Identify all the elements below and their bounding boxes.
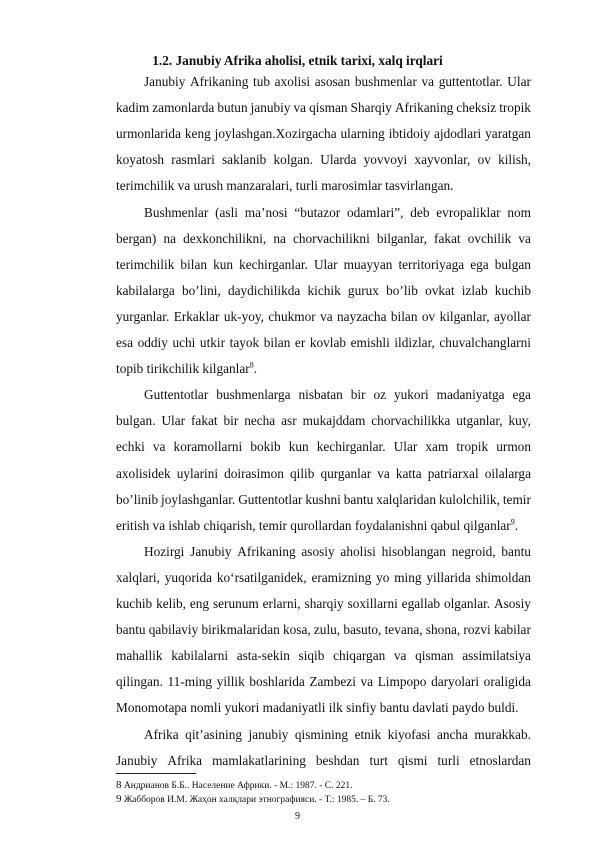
text-line: topib tirikchilik kilganlar$^8$. <box>116 360 258 377</box>
footnote-ref: 9 <box>510 517 515 527</box>
text-line: Monomotapa nomli yukori madaniyatli ilk sinfiy bantu davlati paydo buldi. <box>116 700 519 716</box>
text-line: bulgan. Ular fakat bir necha asr mukajddam chorvachilikka utganlar, kuy, <box>116 413 531 429</box>
text-line: bo’linib joylashganlar. Guttentotlar kushni bantu xalqlaridan kulolchilik, temir <box>116 491 531 507</box>
text-line: echki va koramollarni bokib kun kechirganlar. Ular xam tropik urmon <box>116 439 531 455</box>
text-line: Janubiy Afrika mamlakatlarining beshdan turt qismi turli etnoslardan <box>116 752 531 768</box>
footnote-9 <box>116 793 390 807</box>
footnote-text: Жабборов И.М. Жаҳон халқлари этнографияси. - Т.: 1985. – Б. 73. <box>123 794 390 805</box>
text-line: kadim zamonlarda butun janubiy va qisman Sharqiy Afrikaning cheksiz tropik <box>116 100 531 116</box>
text-line: urmonlarida keng joylashgan.Xozirgacha ularning ibtidoiy ajdodlari yaratgan <box>116 126 531 142</box>
section-title: 1.2. Janubiy Afrika aholisi, etnik tarixi, xalq irqlari <box>152 53 443 68</box>
text-line: Bushmenlar (asli ma’nosi “butazor odamlari”, deb evropaliklar nom <box>144 204 531 220</box>
page-number: 9 <box>295 810 300 822</box>
footnote-number: 9 <box>116 792 122 805</box>
text-line: terimchilik bilan kun kechirganlar. Ular muayyan territoriyaga ega bulgan <box>116 256 531 272</box>
footnote-text: Андрианов Б.Б.. Население Африки. - М.: 1987. - С. 221. <box>123 780 353 791</box>
text-line: qilingan. 11-ming yillik boshlarida Zambezi va Limpopo daryolari oraligida <box>116 674 531 690</box>
text-line: Afrika qit’asining janubiy qismining etnik kiyofasi ancha murakkab. <box>144 726 531 742</box>
text-line: eritish va ishlab chiqarish, temir qurollardan foydalanishni qabul qilganlar$^9$. <box>116 517 519 533</box>
text-line: Janubiy Afrikaning tub axolisi asosan bushmenlar va guttentotlar. Ular <box>144 74 531 89</box>
text-line: mahallik kabilalarni asta-sekin siqib chiqargan va qisman assimilatsiya <box>116 648 531 664</box>
text-line: bantu qabilaviy birikmalaridan kosa, zulu, basuto, tevana, shona, rozvi kabilar <box>116 622 531 638</box>
footnote-number: 8 <box>116 778 122 791</box>
text-line: Guttentotlar bushmenlarga nisbatan bir oz yukori madaniyatga ega <box>144 387 531 403</box>
text-line: esa oddiy uchi utkir tayok bilan er kovlab emishli ildizlar, chuvalchanglarni <box>116 335 531 350</box>
footnote-8 <box>116 779 352 793</box>
text-line: koyatosh rasmlari saklanib kolgan. Ularda yovvoyi xayvonlar, ov kilish, <box>116 152 531 168</box>
footnote-separator <box>116 773 196 774</box>
text-line: axolisidek uylarini doirasimon qilib qurganlar va katta patriarxal oilalarga <box>116 465 531 481</box>
text-line: Hozirgi Janubiy Afrikaning asosiy aholisi hisoblangan negroid, bantu <box>144 543 531 559</box>
footnote-ref: 8 <box>249 360 254 370</box>
text-line: xalqlari, yuqorida ko‘rsatilganidek, eramizning yo ming yillarida shimoldan <box>116 569 531 585</box>
text-line: kuchib kelib, eng serunum erlarni, sharqiy soxillarni egallab olganlar. Asosiy <box>116 596 531 611</box>
text-line: terimchilik va urush manzaralari, turli marosimlar tasvirlangan. <box>116 178 454 194</box>
text-line: bergan) na dexkonchilikni, na chorvachilikni bilganlar, fakat ovchilik va <box>116 230 531 246</box>
text-line: yurganlar. Erkaklar uk-yoy, chukmor va nayzacha bilan ov kilganlar, ayollar <box>116 308 531 324</box>
text-line: kabilalarga bo’lini, daydichilikda kichik gurux bo’lib ovkat izlab kuchib <box>116 282 531 298</box>
